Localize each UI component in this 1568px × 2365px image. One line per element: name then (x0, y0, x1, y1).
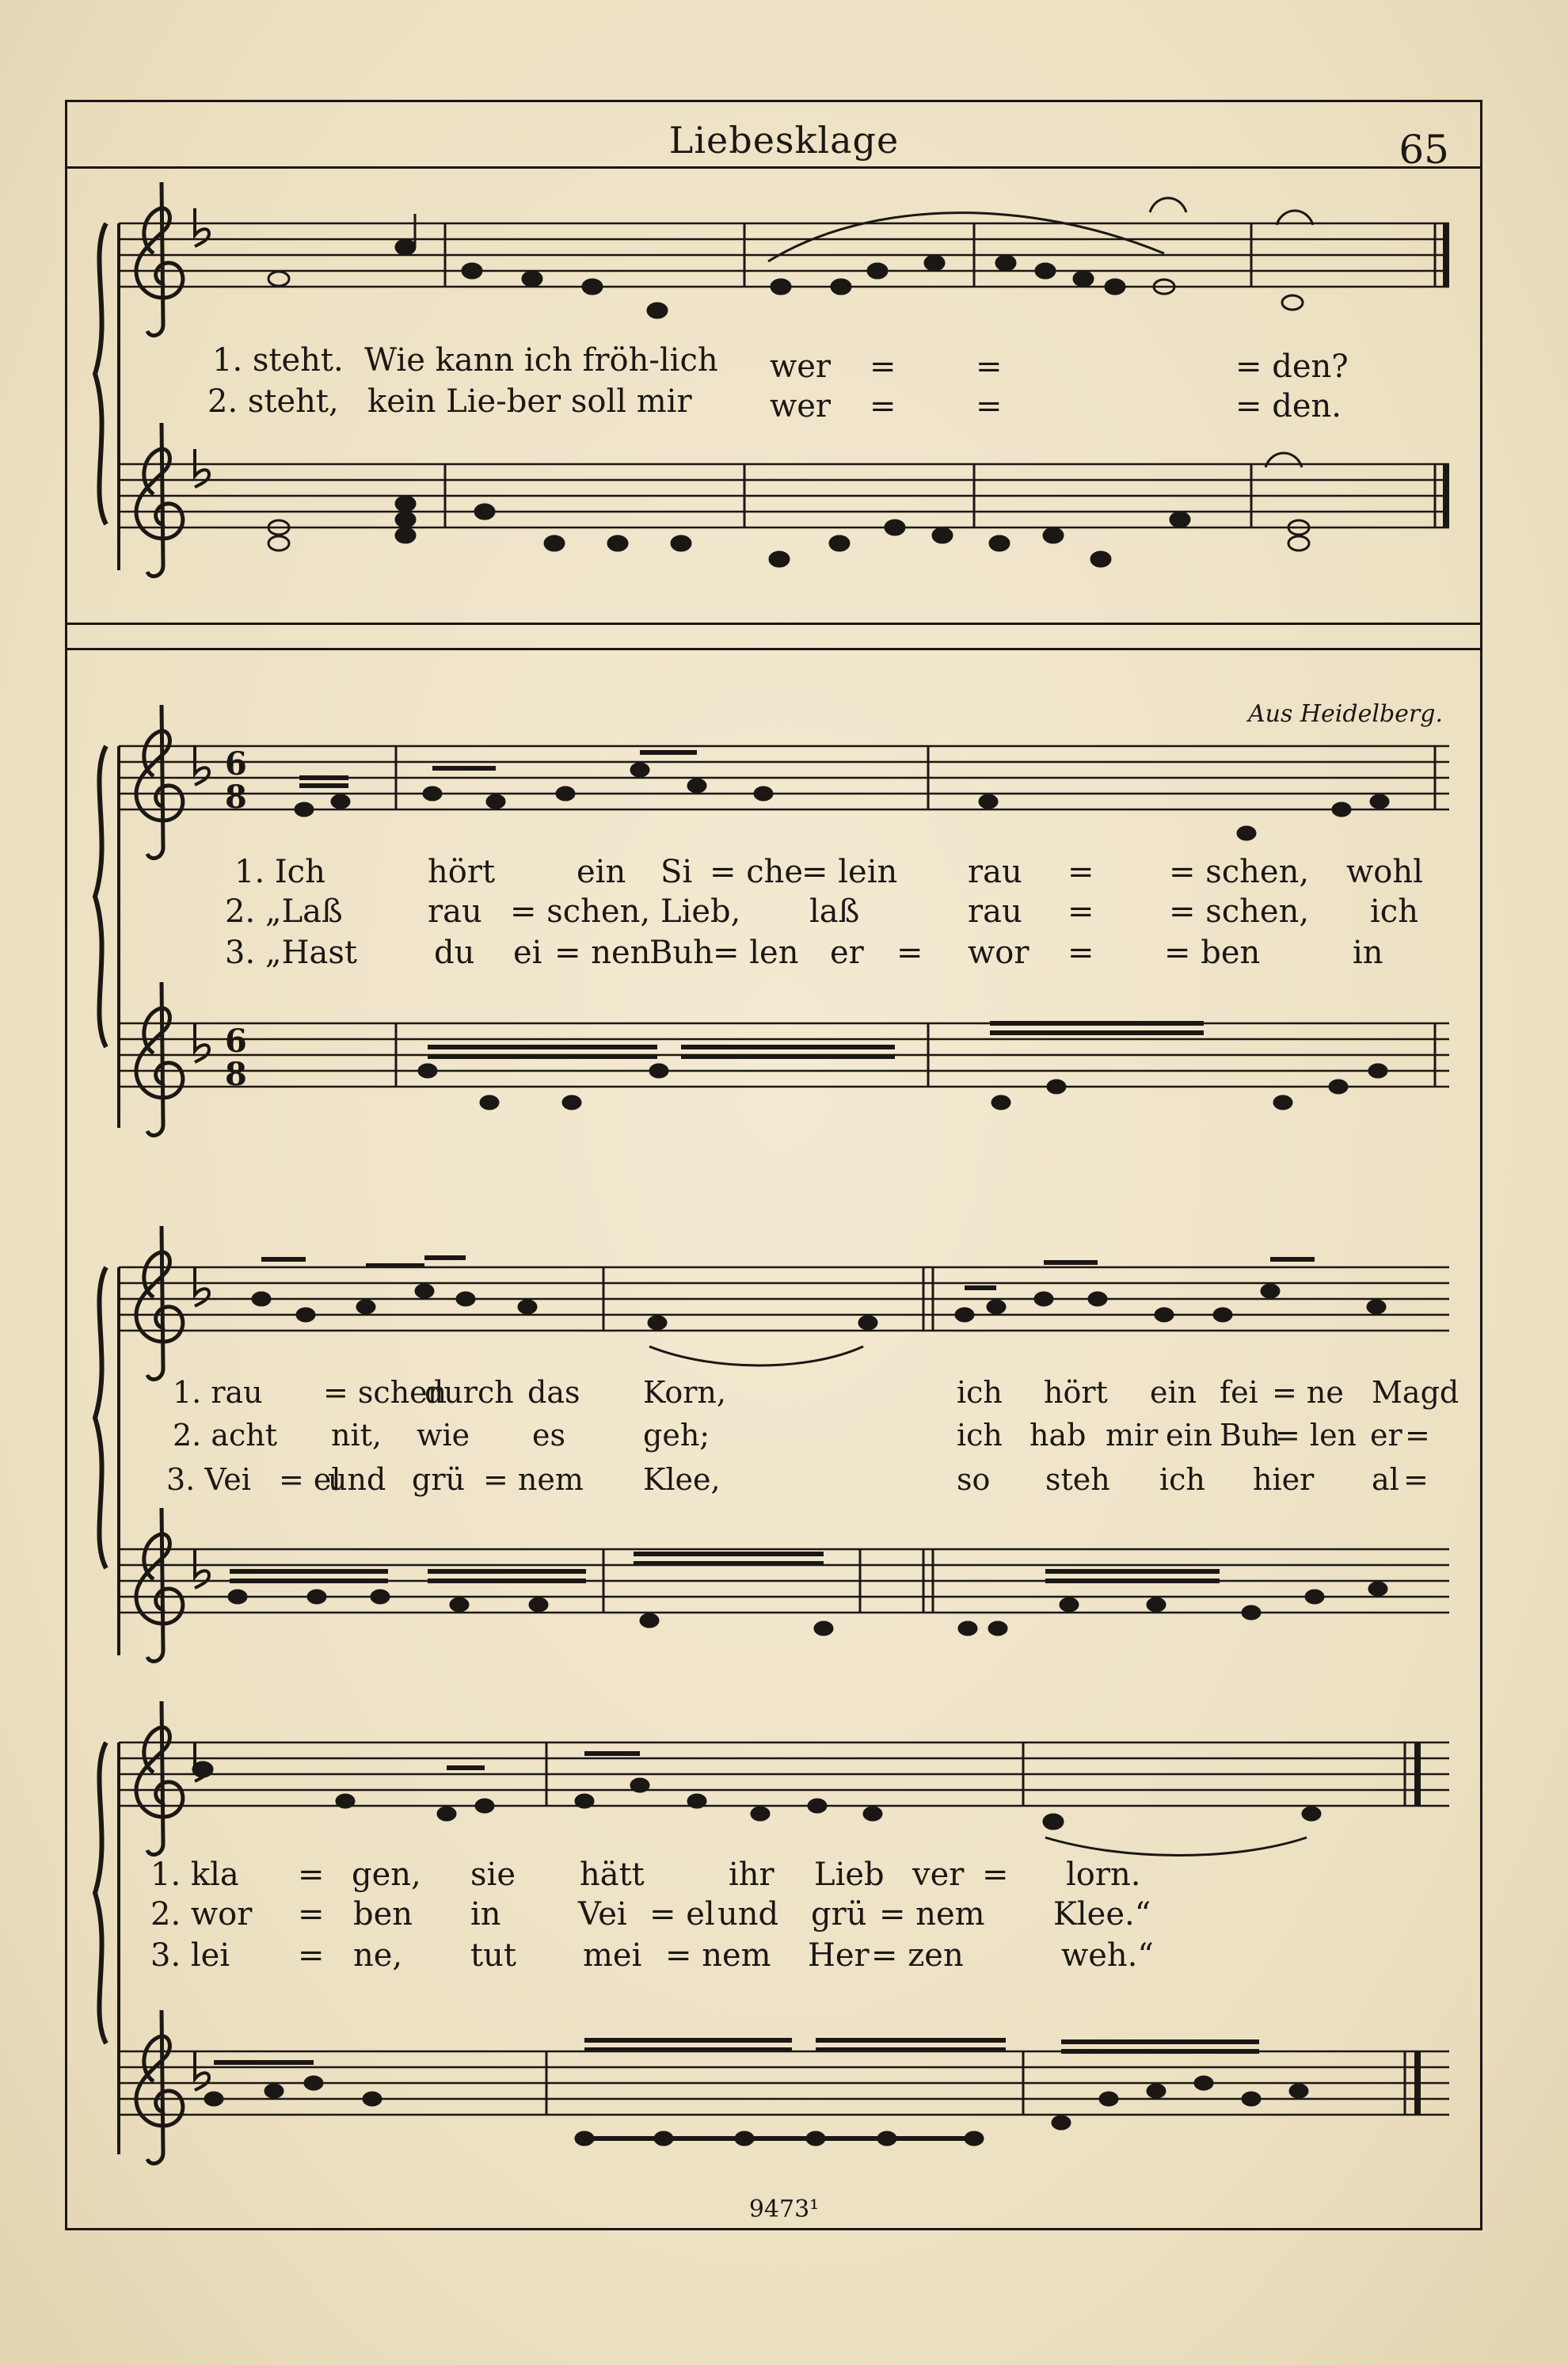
lyric-verse1-1: 1. steht. (212, 342, 344, 379)
lyric: steh (1045, 1462, 1110, 1497)
lyric: nit, (331, 1418, 382, 1453)
lyric: ei (513, 935, 542, 971)
lyric: ne, (353, 1937, 403, 1974)
lyric: mei (583, 1937, 642, 1974)
lyric: 1. kla (150, 1857, 239, 1893)
lyric: weh.“ (1061, 1937, 1154, 1974)
lyric: Korn, (643, 1375, 726, 1410)
lyric: ver (912, 1857, 965, 1893)
song-origin: Aus Heidelberg. (1247, 700, 1443, 728)
lyric: Lieb (814, 1857, 885, 1893)
lyric: fei (1220, 1375, 1258, 1410)
lyric: in (470, 1896, 501, 1933)
lyric: rau (968, 854, 1022, 890)
lyric: = nen (554, 935, 651, 971)
lyric: 2. „Laß (225, 893, 343, 930)
lyric: er (1370, 1418, 1402, 1453)
lyric: hab (1029, 1418, 1087, 1453)
lyric: so (957, 1462, 991, 1497)
lyric: gen, (352, 1857, 421, 1893)
lyric: grü (412, 1462, 465, 1497)
lyric: 3. „Hast (225, 935, 357, 971)
lyric: = nem (665, 1937, 771, 1974)
lyric: in (1353, 935, 1383, 971)
lyric: Buh (1220, 1418, 1281, 1453)
lyric-verse2-6: = den. (1235, 388, 1342, 425)
lyric: hört (428, 854, 496, 890)
lyric: = schen, (1169, 893, 1310, 930)
lyric-verse2-5: = (976, 388, 1003, 425)
lyric: hört (1044, 1375, 1108, 1410)
lyric: = el (649, 1896, 715, 1933)
lyric: = len (713, 935, 799, 971)
lyric: = (1403, 1462, 1429, 1497)
lyric: ich (957, 1375, 1003, 1410)
lyric: 3. lei (150, 1937, 230, 1974)
lyric: wor (968, 935, 1029, 971)
lyric: hätt (580, 1857, 645, 1893)
lyric: das (527, 1375, 580, 1410)
lyric: = ben (1164, 935, 1261, 971)
lyric-verse2-4: = (870, 388, 896, 425)
time-signature-bottom: 8 (225, 779, 247, 816)
lyric: = len (1275, 1418, 1357, 1453)
time-signature-bottom-bass: 8 (225, 1056, 247, 1093)
lyric-verse1-5: = (976, 348, 1003, 385)
lyric: hier (1253, 1462, 1315, 1497)
page-title: Liebesklage (668, 119, 900, 162)
lyric: = che (710, 854, 804, 890)
lyric: 1. Ich (234, 854, 325, 890)
lyric: Si (660, 854, 693, 890)
lyric: = zen (871, 1937, 964, 1974)
time-signature-top-bass: 6 (225, 1023, 247, 1060)
lyric: al (1372, 1462, 1399, 1497)
lyric: = (982, 1857, 1009, 1893)
lyric: mir (1106, 1418, 1159, 1453)
lyric: geh; (643, 1418, 710, 1453)
lyric: und (328, 1462, 386, 1497)
lyric: = schen, (1169, 854, 1310, 890)
lyric-verse1-6: = den? (1235, 348, 1349, 385)
lyric: = el (279, 1462, 341, 1497)
lyric: = (1068, 893, 1094, 930)
lyric: ich (957, 1418, 1003, 1453)
lyric: ein (1166, 1418, 1213, 1453)
lyric: ich (1370, 893, 1418, 930)
page-number: 65 (1399, 127, 1449, 173)
lyric: = schen (323, 1375, 447, 1410)
lyric: = (1068, 854, 1094, 890)
lyric: ben (353, 1896, 413, 1933)
lyric: = nem (879, 1896, 985, 1933)
lyric-verse1-3: wer (770, 348, 832, 385)
lyric: = (298, 1937, 325, 1974)
lyric-verse2-3: wer (770, 388, 832, 425)
lyric: es (532, 1418, 565, 1453)
lyric: grü (811, 1896, 867, 1933)
lyric: 3. Vei (166, 1462, 251, 1497)
lyric: = (1068, 935, 1094, 971)
lyric: lorn. (1066, 1857, 1141, 1893)
lyric: ein (1150, 1375, 1197, 1410)
lyric: wie (417, 1418, 470, 1453)
lyric: Klee, (643, 1462, 721, 1497)
lyric: = (298, 1896, 325, 1933)
lyric: 2. acht (173, 1418, 278, 1453)
lyric: = lein (801, 854, 898, 890)
lyric: = (1405, 1418, 1430, 1453)
lyric: und (717, 1896, 779, 1933)
lyric: durch (424, 1375, 514, 1410)
lyric: = (896, 935, 923, 971)
lyric: ein (577, 854, 626, 890)
lyric: ihr (729, 1857, 774, 1893)
lyric: Lieb, (660, 893, 741, 930)
lyric-verse2-2: kein Lie-ber soll mir (367, 383, 692, 420)
lyric: ich (1159, 1462, 1205, 1497)
lyric: Her (808, 1937, 870, 1974)
lyric: = (298, 1857, 325, 1893)
lyric: er (830, 935, 864, 971)
lyric-verse2-1: 2. steht, (207, 383, 339, 420)
lyric: 1. rau (173, 1375, 263, 1410)
lyric: = nem (483, 1462, 584, 1497)
lyric: Buh (649, 935, 714, 971)
lyric-verse1-4: = (870, 348, 896, 385)
lyric: rau (428, 893, 482, 930)
lyric: 2. wor (150, 1896, 253, 1933)
lyric: tut (470, 1937, 516, 1974)
lyric: rau (968, 893, 1022, 930)
time-signature-top: 6 (225, 745, 247, 783)
lyric-verse1-2: Wie kann ich fröh-lich (364, 342, 718, 379)
lyric: wohl (1346, 854, 1423, 890)
lyric: Vei (578, 1896, 627, 1933)
lyric: = ne (1272, 1375, 1344, 1410)
lyric: = schen, (510, 893, 651, 930)
lyric: du (434, 935, 475, 971)
lyric: laß (809, 893, 860, 930)
plate-number: 9473¹ (748, 2196, 820, 2223)
lyric: Magd (1372, 1375, 1460, 1410)
lyric: sie (470, 1857, 516, 1893)
lyric: Klee.“ (1053, 1896, 1151, 1933)
